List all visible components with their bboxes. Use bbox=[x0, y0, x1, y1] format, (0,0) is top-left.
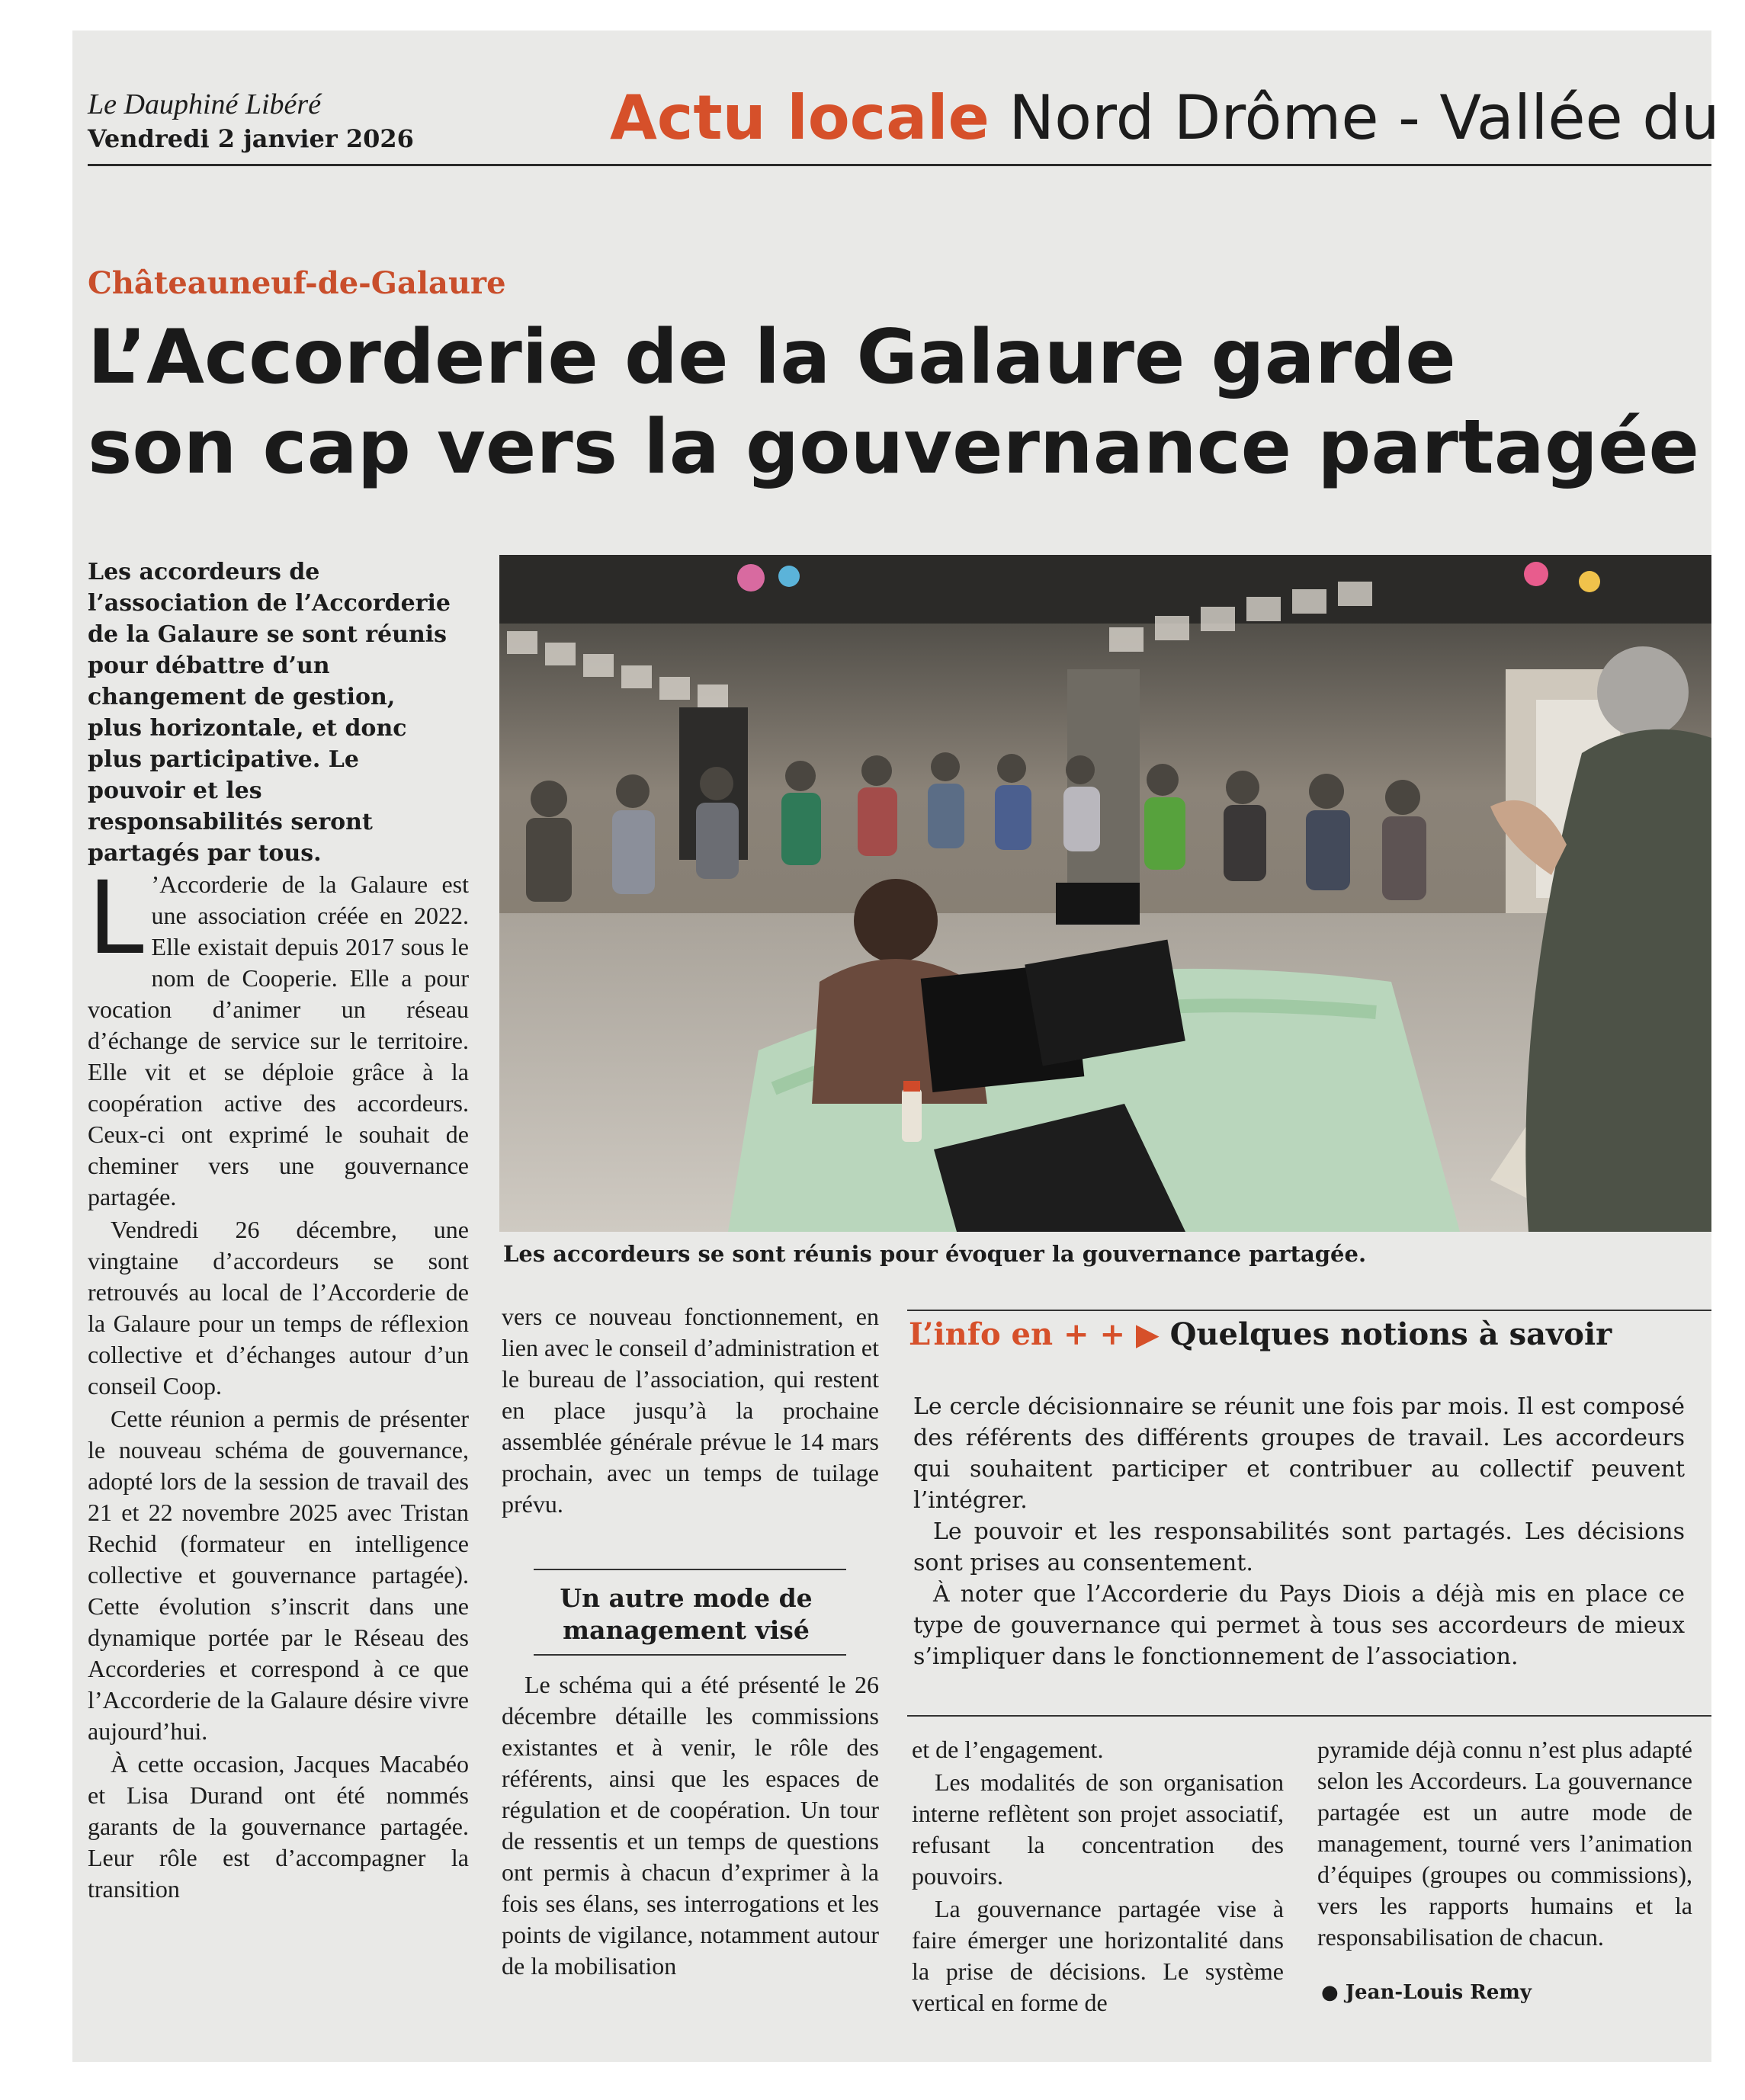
article-column-3 bbox=[912, 1734, 1284, 2020]
plus-arrow-icon: + ▶ bbox=[1099, 1316, 1170, 1352]
article-kicker: Châteauneuf-de-Galaure bbox=[88, 265, 506, 301]
headline-line-1: L’Accorderie de la Galaure garde bbox=[88, 314, 1456, 401]
subhead-line-1: Un autre mode de bbox=[560, 1583, 813, 1613]
info-paragraph-2: Le pouvoir et les responsabilités sont partagés. Les décisions sont prises au consentement. bbox=[913, 1518, 1685, 1576]
byline-author: Jean-Louis Remy bbox=[1345, 1981, 1532, 2004]
subhead-rule-bottom bbox=[534, 1654, 846, 1656]
article-column-2-top bbox=[502, 1301, 879, 1521]
infobox-header bbox=[909, 1316, 1612, 1352]
infobox-rule-bottom bbox=[907, 1715, 1711, 1717]
bullet-icon: ● bbox=[1321, 1981, 1346, 2004]
article-photo bbox=[499, 555, 1711, 1232]
article-byline bbox=[1321, 1981, 1532, 2004]
newspaper-name: Le Dauphiné Libéré bbox=[88, 88, 322, 120]
info-paragraph-3: À noter que l’Accorderie du Pays Diois a déjà mis en place ce type de gouvernance qui permet à tous ses accordeurs de mieux s’impliquer dans le fonctionnement de l’association. bbox=[913, 1581, 1685, 1670]
drop-cap: L bbox=[88, 860, 144, 977]
article-subhead bbox=[534, 1582, 839, 1646]
issue-date: Vendredi 2 janvier 2026 bbox=[88, 124, 414, 153]
paragraph-8: Les modalités de son organisation interne reflètent son projet associatif, refusant la concentration des pouvoirs. bbox=[912, 1768, 1284, 1890]
paragraph-6: Le schéma qui a été présenté le 26 décembre détaille les commissions existantes et à venir, le rôle des référents, ainsi que les espaces de régulation et de coopération. Un tour de ressentis et un temps de questions ont permis à chacun d’exprimer à la fois ses élans, ses interrogations et les points de vigilance, notamment autour de la mobilisation bbox=[502, 1671, 879, 1980]
paragraph-5: vers ce nouveau fonctionnement, en lien avec le conseil d’administration et le bureau de l’association, qui restent en place jusqu’à la prochaine assemblée générale prévue le 14 mars prochain, avec un temps de tuilage prévu. bbox=[502, 1303, 879, 1518]
headline-line-2: son cap vers la gouvernance partagée bbox=[88, 404, 1699, 491]
photo-caption: Les accordeurs se sont réunis pour évoquer la gouvernance partagée. bbox=[503, 1241, 1367, 1267]
section-header bbox=[610, 82, 1720, 153]
section-title: Actu locale bbox=[610, 82, 990, 153]
paragraph-1 bbox=[88, 860, 469, 1213]
paragraph-10: pyramide déjà connu n’est plus adapté selon les Accordeurs. La gouvernance partagée est un autre mode de management, tourné vers l’animation d’équipes (groupes ou commissions), vers les rapports humains et la responsabilisation de chacun. bbox=[1317, 1736, 1692, 1951]
infobox-body bbox=[913, 1391, 1685, 1672]
paragraph-1-text: ’Accorderie de la Galaure est une association créée en 2022. Elle existait depuis 2017 sous le nom de Cooperie. Elle a pour vocation d’animer un réseau d’échange de service sur le territoire. Elle vit et se déploie grâce à la coopération active des accordeurs. Ceux-ci ont exprimé le souhait de cheminer vers une gouvernance partagée. bbox=[88, 870, 469, 1210]
infobox-label: L’info en + bbox=[909, 1316, 1100, 1352]
paragraph-4: À cette occasion, Jacques Macabéo et Lisa Durand ont été nommés garants de la gouvernance partagée. Leur rôle est d’accompagner la transition bbox=[88, 1750, 469, 1903]
subhead-line-2: management visé bbox=[563, 1615, 810, 1645]
paragraph-9: La gouvernance partagée vise à faire émerger une horizontalité dans la prise de décisions. Le système vertical en forme de bbox=[912, 1895, 1284, 2016]
article-column-1 bbox=[88, 860, 469, 1906]
article-column-2-bottom bbox=[502, 1669, 879, 1983]
header-rule bbox=[88, 164, 1711, 166]
article-headline bbox=[88, 313, 1704, 492]
meeting-photo bbox=[499, 555, 1711, 1232]
article-lead: Les accordeurs de l’association de l’Accorderie de la Galaure se sont réunis pour débattre d’un changement de gestion, plus horizontale, et donc plus participative. Le pouvoir et les responsabilités seront partagés par tous. bbox=[88, 559, 451, 867]
infobox-rule-top bbox=[907, 1310, 1711, 1311]
info-paragraph-1: Le cercle décisionnaire se réunit une fois par mois. Il est composé des référents des différents groupes de travail. Les accordeurs qui souhaitent participer et contribuer au collectif peuvent l’intégrer. bbox=[913, 1393, 1685, 1514]
infobox-title: Quelques notions à savoir bbox=[1169, 1316, 1612, 1352]
subhead-rule-top bbox=[534, 1569, 846, 1570]
paragraph-3: Cette réunion a permis de présenter le nouveau schéma de gouvernance, adopté lors de la session de travail des 21 et 22 novembre 2025 avec Tristan Rechid (formateur en intelligence collective et gouvernance partagée). Cette évolution s’inscrit dans une dynamique portée par le Réseau des Accorderies et correspond à ce que l’Accorderie de la Galaure désire vivre aujourd’hui. bbox=[88, 1405, 469, 1745]
paragraph-2: Vendredi 26 décembre, une vingtaine d’accordeurs se sont retrouvés au local de l’Accorderie de la Galaure pour un temps de réflexion collective et d’échanges autour d’un conseil Coop. bbox=[88, 1216, 469, 1399]
paragraph-7: et de l’engagement. bbox=[912, 1736, 1104, 1763]
article-column-4 bbox=[1317, 1734, 1692, 1954]
section-region: Nord Drôme - Vallée du bbox=[989, 82, 1720, 153]
